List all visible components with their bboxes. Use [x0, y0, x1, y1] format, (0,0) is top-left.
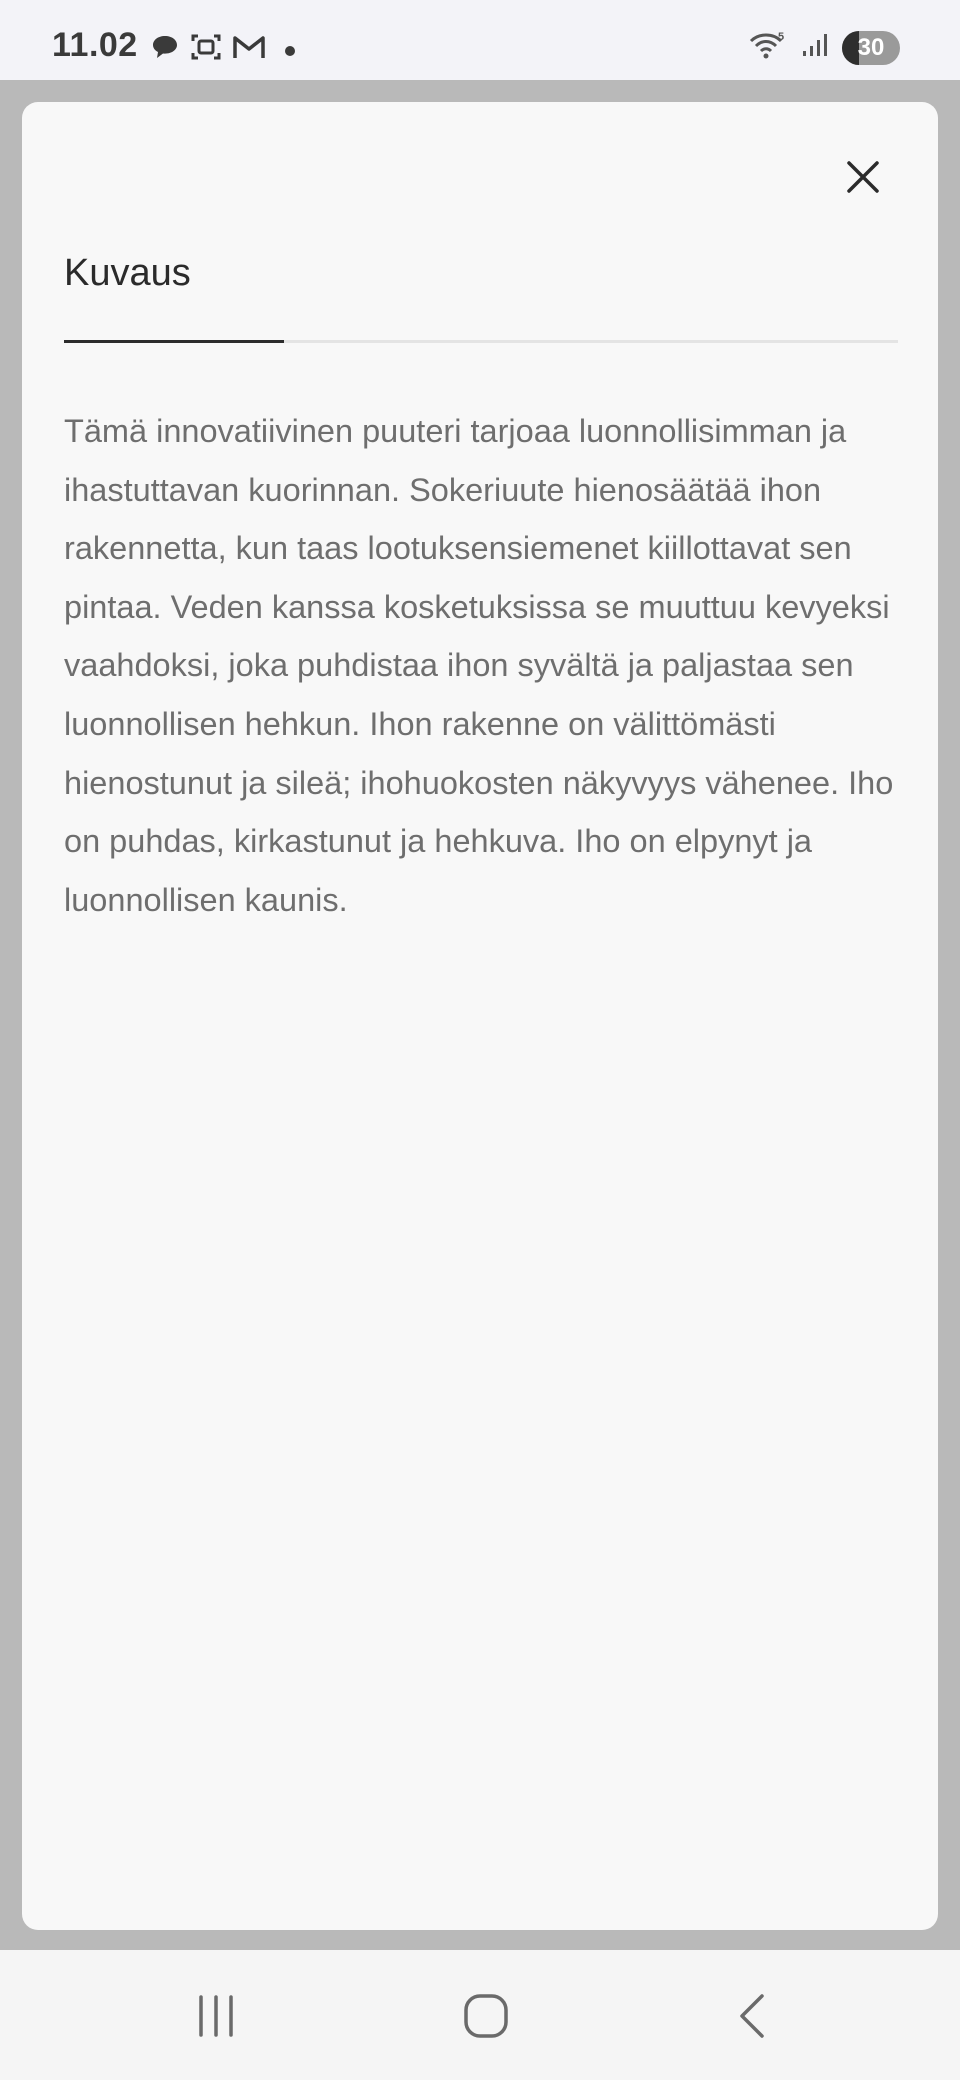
- back-icon: [729, 1991, 779, 2041]
- product-description: Tämä innovatiivinen puuteri tarjoaa luonnollisimman ja ihastuttavan kuorinnan. Sokeriuute hienosäätää ihon rakennetta, kun taas lootuksensiemenet kiillottavat sen pintaa. Veden kanssa kosketuksissa se muuttuu kevyeksi vaahdoksi, joka puhdistaa ihon syvältä ja paljastaa sen luonnollisen hehkun. Ihon rakenne on välittömästi hienostunut ja sileä; ihohuokosten näkyvyys vähenee. Iho on puhdas, kirkastunut ja hehkuva. Iho on elpynyt ja luonnollisen kaunis.: [64, 413, 894, 918]
- back-button[interactable]: [724, 1986, 784, 2046]
- recent-apps-button[interactable]: [186, 1986, 246, 2046]
- tab-label: Kuvaus: [64, 252, 191, 294]
- home-icon: [461, 1991, 511, 2041]
- gmail-icon: [232, 33, 266, 66]
- navigation-bar: [0, 1950, 960, 2080]
- status-time: 11.02: [52, 26, 138, 64]
- close-icon: [845, 159, 881, 195]
- recent-apps-icon: [191, 1991, 241, 2041]
- chat-bubble-icon: [150, 32, 180, 67]
- battery-icon: [842, 31, 900, 65]
- close-button[interactable]: [838, 152, 888, 202]
- status-bar: [0, 0, 960, 80]
- svg-text:5: 5: [778, 31, 785, 43]
- signal-icon: [800, 30, 830, 65]
- notification-dot-icon: [276, 35, 300, 64]
- status-icons-right: [748, 30, 900, 65]
- tab-row: [64, 252, 898, 343]
- status-icons-left: [150, 32, 300, 67]
- home-button[interactable]: [456, 1986, 516, 2046]
- battery-level: 30: [857, 33, 885, 61]
- tab-description[interactable]: [64, 252, 284, 343]
- screenshot-icon: [190, 32, 222, 67]
- wifi-icon: [748, 30, 788, 65]
- description-modal: [22, 102, 938, 1930]
